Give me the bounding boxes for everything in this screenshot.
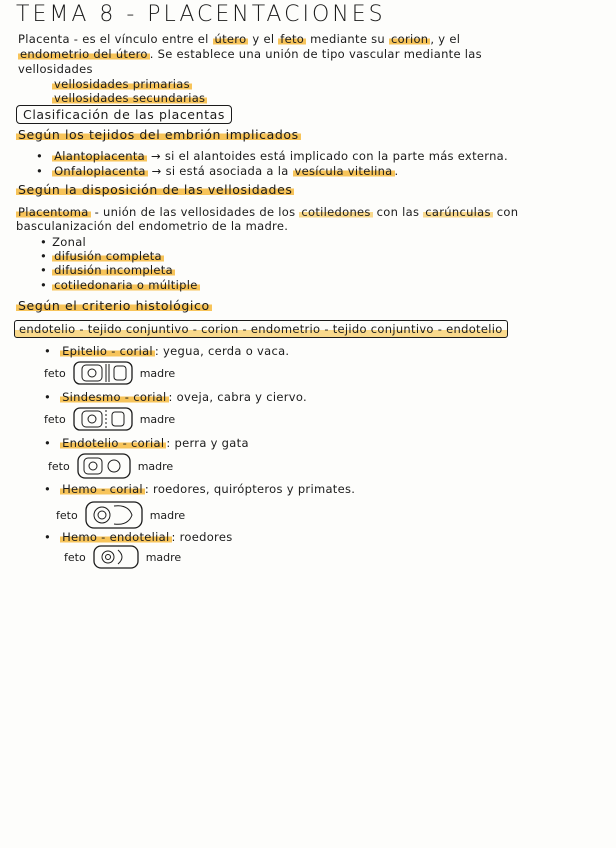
term-vesicula: vesícula vitelina xyxy=(294,164,393,178)
intro-text: , y el xyxy=(430,32,461,46)
mother-label: madre xyxy=(137,459,174,473)
term-corion: corion xyxy=(390,32,429,46)
section2-heading-text: Según la disposición de las vellosidades xyxy=(18,182,293,197)
type-epitelio-corial xyxy=(44,344,289,358)
intro-text: mediante su xyxy=(306,32,389,46)
section1-heading-text: Según los tejidos del embrión implicados xyxy=(18,127,299,142)
intro-text: . Se establece una unión de tipo vascular mediante las xyxy=(149,47,482,61)
item-text: difusión incompleta xyxy=(54,263,173,277)
placenta-diagram-icon xyxy=(72,360,134,386)
placenta-diagram-icon xyxy=(76,452,132,480)
type-examples: : yegua, cerda o vaca. xyxy=(154,344,290,358)
term-caruncula: carúnculas xyxy=(425,205,491,219)
fetus-label: feto xyxy=(56,508,78,522)
type-name: Hemo - endotelial xyxy=(62,530,170,544)
diagram-epitelio-corial xyxy=(44,360,175,386)
type-examples: : perra y gata xyxy=(166,436,249,450)
type-name: Epitelio - corial xyxy=(62,344,153,358)
fetus-label: feto xyxy=(44,412,66,426)
term-endometrio: endometrio del útero xyxy=(20,47,148,61)
intro-item-2 xyxy=(52,91,207,105)
term-placenta: Placenta xyxy=(18,32,70,46)
intro-item-1 xyxy=(52,77,192,91)
section1-heading xyxy=(16,127,301,142)
type-sindesmo-corial xyxy=(44,390,307,404)
mother-label: madre xyxy=(149,508,186,522)
section2-text: con xyxy=(492,205,519,219)
intro-text: y el xyxy=(248,32,279,46)
bullet-text: → si el alantoides está implicado con la parte más externa. xyxy=(147,149,508,163)
term-feto: feto xyxy=(280,32,305,46)
mother-label: madre xyxy=(139,366,176,380)
section2-item-2 xyxy=(40,249,164,263)
type-examples: : roedores, quirópteros y primates. xyxy=(144,482,356,496)
term-cotiledones: cotiledones xyxy=(301,205,371,219)
term-utero: útero xyxy=(214,32,247,46)
diagram-hemo-corial xyxy=(56,500,185,530)
type-examples: : oveja, cabra y ciervo. xyxy=(168,390,307,404)
vellosidades-secundarias: vellosidades secundarias xyxy=(54,91,206,105)
term-alantoplacenta: Alantoplacenta xyxy=(54,149,145,163)
section3-heading xyxy=(16,298,212,313)
section2-heading xyxy=(16,182,294,197)
fetus-label: feto xyxy=(48,459,70,473)
intro-text: - es el vínculo entre el xyxy=(69,32,213,46)
section2-line-1 xyxy=(16,205,518,219)
section2-item-4 xyxy=(40,278,200,292)
type-hemo-corial xyxy=(44,482,355,496)
placenta-diagram-icon xyxy=(92,544,140,570)
intro-line-1 xyxy=(18,32,460,46)
section1-bullet-2 xyxy=(36,164,399,178)
section2-text: - unión de las vellosidades de los xyxy=(90,205,300,219)
diagram-hemo-endotelial xyxy=(64,544,181,570)
section2-item-3 xyxy=(40,263,175,277)
classification-title: Clasificación de las placentas xyxy=(16,105,232,124)
section1-bullet-1 xyxy=(36,149,508,163)
intro-line-2 xyxy=(18,47,482,61)
fetus-label: feto xyxy=(64,550,86,564)
page-title: TEMA 8 - PLACENTACIONES xyxy=(16,2,386,27)
type-examples: : roedores xyxy=(171,530,233,544)
bullet-text: → si está asociada a la xyxy=(147,164,293,178)
type-endotelio-corial xyxy=(44,436,249,450)
diagram-endotelio-corial xyxy=(48,452,173,480)
section2-line-2: basculanización del endometrio de la madre. xyxy=(16,219,289,233)
layers-box: endotelio - tejido conjuntivo - corion - endometrio - tejido conjuntivo - endotelio xyxy=(14,320,508,338)
vellosidades-primarias: vellosidades primarias xyxy=(54,77,190,91)
term-placentoma: Placentoma xyxy=(18,205,89,219)
item-text: cotiledonaria o múltiple xyxy=(54,278,198,292)
fetus-label: feto xyxy=(44,366,66,380)
placenta-diagram-icon xyxy=(72,406,134,432)
type-name: Endotelio - corial xyxy=(62,436,165,450)
type-name: Hemo - corial xyxy=(62,482,143,496)
term-onfaloplacenta: Onfaloplacenta xyxy=(54,164,146,178)
type-hemo-endotelial xyxy=(44,530,233,544)
diagram-sindesmo-corial xyxy=(44,406,175,432)
bullet-text: . xyxy=(394,164,399,178)
intro-line-3: vellosidades xyxy=(18,62,93,76)
mother-label: madre xyxy=(139,412,176,426)
item-text: difusión completa xyxy=(54,249,162,263)
type-name: Sindesmo - corial xyxy=(62,390,167,404)
section2-item-1 xyxy=(40,235,86,249)
placenta-diagram-icon xyxy=(84,500,144,530)
mother-label: madre xyxy=(145,550,182,564)
section3-heading-text: Según el criterio histológico xyxy=(18,298,210,313)
item-text: Zonal xyxy=(52,235,87,249)
section2-text: con las xyxy=(372,205,424,219)
